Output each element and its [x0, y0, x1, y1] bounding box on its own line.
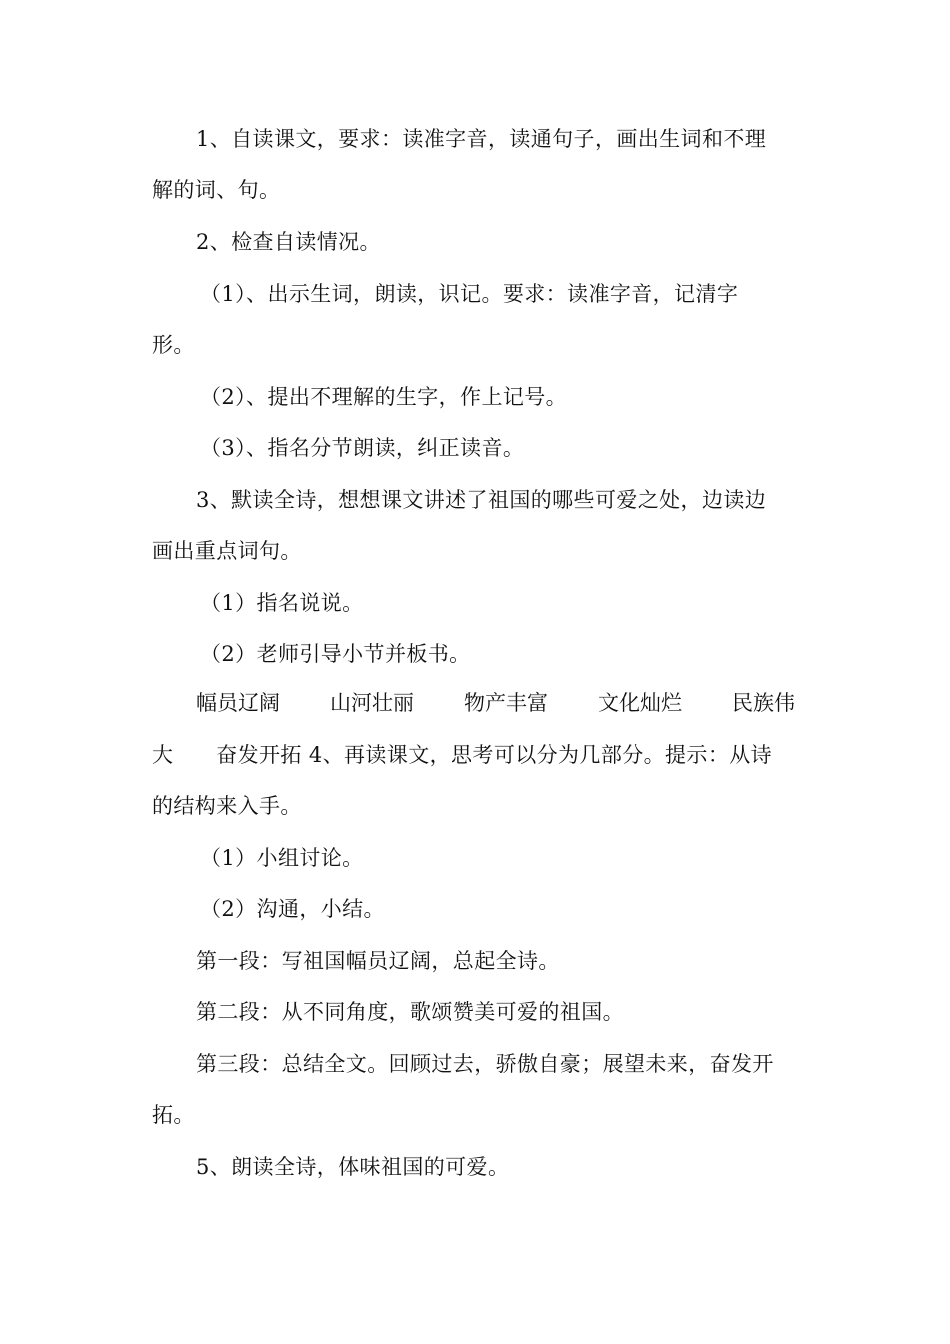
board-term: 物产丰富 — [464, 691, 548, 715]
text-line: 形。 — [152, 333, 195, 357]
board-term: 文化灿烂 — [598, 691, 682, 715]
text-line: 画出重点词句。 — [152, 539, 302, 563]
text-line: 拓。 — [152, 1103, 195, 1127]
text-line: （1）指名说说。 — [200, 591, 364, 615]
text-line: 大 奋发开拓 4、再读课文，思考可以分为几部分。提示：从诗 — [152, 743, 773, 767]
text-line: 2、检查自读情况。 — [196, 230, 381, 254]
text-line: 第二段：从不同角度，歌颂赞美可爱的祖国。 — [196, 1000, 624, 1024]
text-line: （2）沟通，小结。 — [200, 897, 385, 921]
board-term: 民族伟 — [732, 691, 795, 715]
board-term: 幅员辽阔 — [196, 691, 280, 715]
text-line: 第三段：总结全文。回顾过去，骄傲自豪；展望未来，奋发开 — [196, 1052, 774, 1076]
text-line: （3）、指名分节朗读，纠正读音。 — [200, 436, 525, 460]
text-line: 的结构来入手。 — [152, 794, 302, 818]
text-line: 第一段：写祖国幅员辽阔，总起全诗。 — [196, 949, 560, 973]
text-line: 3、默读全诗，想想课文讲述了祖国的哪些可爱之处，边读边 — [196, 488, 767, 512]
text-line: （1）、出示生词，朗读，识记。要求：读准字音，记清字 — [200, 282, 739, 306]
text-line: 解的词、句。 — [152, 178, 281, 202]
text-line: 1、自读课文，要求：读准字音，读通句子，画出生词和不理 — [196, 127, 767, 151]
text-line: 5、朗读全诗，体味祖国的可爱。 — [196, 1155, 510, 1179]
text-line: （1）小组讨论。 — [200, 846, 364, 870]
text-line: （2）老师引导小节并板书。 — [200, 642, 471, 666]
text-line: （2）、提出不理解的生字，作上记号。 — [200, 385, 568, 409]
board-term: 山河壮丽 — [330, 691, 414, 715]
